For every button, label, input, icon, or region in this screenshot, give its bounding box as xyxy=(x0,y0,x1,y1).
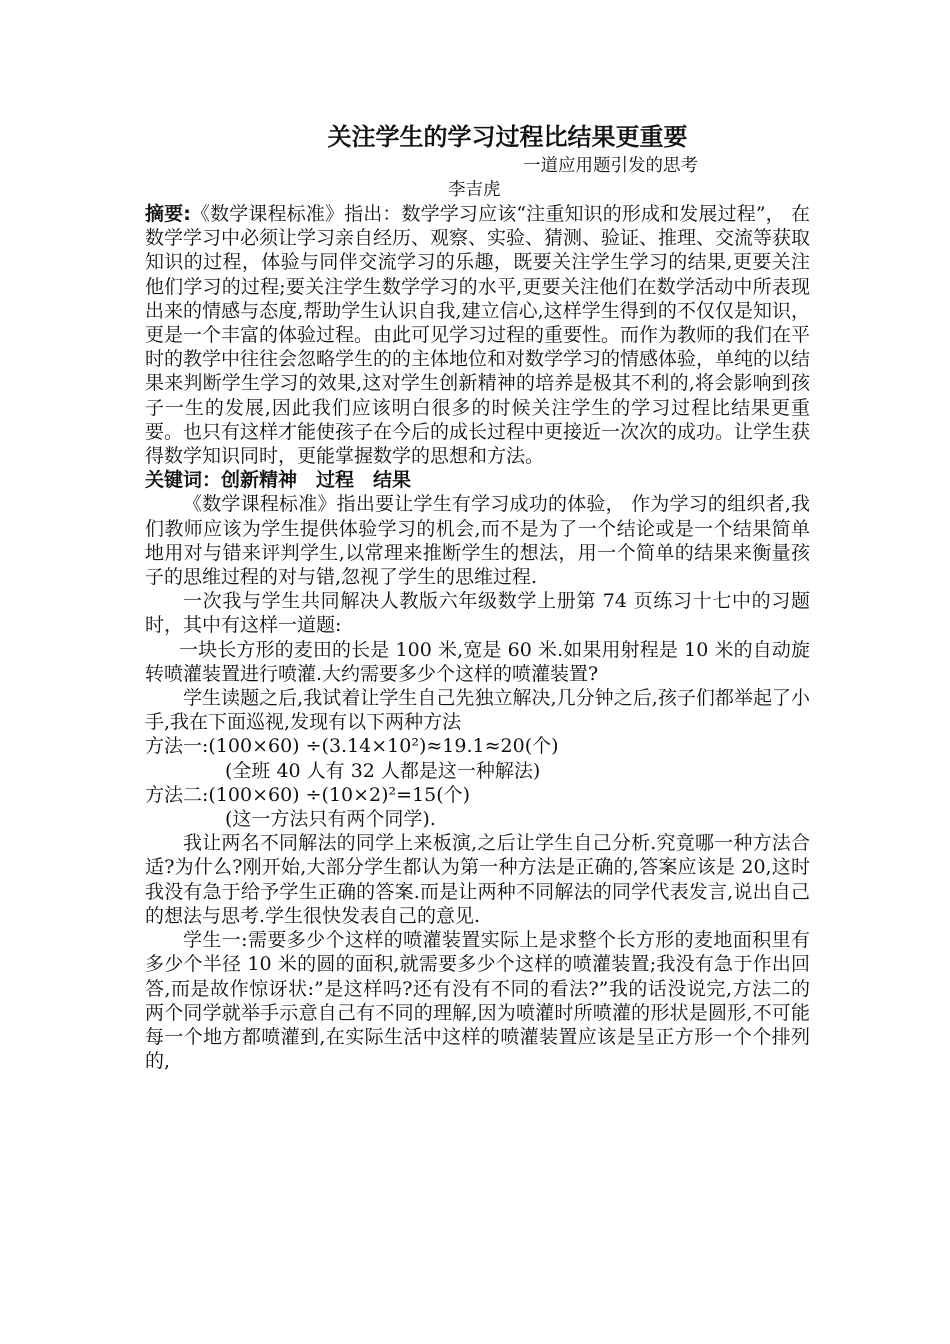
paragraph-6: 学生一:需要多少个这样的喷灌装置实际上是求整个长方形的麦地面积里有多少个半径 10 米的圆的面积,就需要多少个这样的喷灌装置;我没有急于作出回答,而是故作惊讶状:”是这样吗?还有没有不同的看法?”我的话没说完,方法二的两个同学就举手示意自己有不同的理解,因为喷灌时所喷灌的形状是圆形,不可能每一个地方都喷灌到,在实际生活中这样的喷灌装置应该是呈正方形一个个排列的, xyxy=(145,929,810,1073)
keywords-line: 关键词：创新精神 过程 结果 xyxy=(145,469,412,492)
document-page xyxy=(145,122,810,1073)
method-one: 方法一:(100×60) ÷(3.14×10²)≈19.1≈20(个) xyxy=(145,735,559,758)
method-one-note: (全班 40 人有 32 人都是这一种解法) xyxy=(225,759,541,782)
abstract-text: 《数学课程标准》指出：数学学习应该“注重知识的形成和发展过程”， 在数学学习中必须让学习亲自经历、观察、实验、猜测、验证、推理、交流等获取知识的过程，体验与同伴交流学习的乐趣，既要关注学生学习的结果,更要关注他们学习的过程;要关注学生数学学习的水平,更要关注他们在数学活动中所表现出来的情感与态度,帮助学生认识自我,建立信心,这样学生得到的不仅仅是知识，更是一个丰富的体验过程。由此可见学习过程的重要性。而作为教师的我们在平时的教学中往往会忽略学生的的主体地位和对数学学习的情感体验，单纯的以结果来判断学生学习的效果,这对学生创新精神的培养是极其不利的,将会影响到孩子一生的发展,因此我们应该明白很多的时候关注学生的学习过程比结果更重要。也只有这样才能使孩子在今后的成长过程中更接近一次次的成功。让学生获得数学知识同时，更能掌握数学的思想和方法。 xyxy=(145,203,811,468)
abstract-label: 摘要: xyxy=(145,203,191,225)
document-title: 关注学生的学习过程比结果更重要 xyxy=(327,123,688,151)
author-name: 李吉虎 xyxy=(448,180,501,200)
paragraph-1: 《数学课程标准》指出要让学生有学习成功的体验， 作为学习的组织者,我们教师应该为学生提供体验学习的机会,而不是为了一个结论或是一个结果简单地用对与错来评判学生,以常理来推断学生的想法，用一个简单的结果来衡量孩子的思维过程的对与错,忽视了学生的思维过程. xyxy=(145,493,810,589)
method-two-note: (这一方法只有两个同学). xyxy=(225,808,436,831)
problem-statement: 一块长方形的麦田的长是 100 米,宽是 60 米.如果用射程是 10 米的自动旋转喷灌装置进行喷灌.大约需要多少个这样的喷灌装置? xyxy=(145,638,810,685)
method-two: 方法二:(100×60) ÷(10×2)²=15(个) xyxy=(145,783,471,806)
paragraph-4: 学生读题之后,我试着让学生自己先独立解决,几分钟之后,孩子们都举起了小手,我在下面巡视,发现有以下两种方法 xyxy=(145,687,810,734)
abstract-paragraph xyxy=(145,202,810,468)
paragraph-2: 一次我与学生共同解决人教版六年级数学上册第 74 页练习十七中的习题时，其中有这样一道题: xyxy=(145,590,810,637)
paragraph-5: 我让两名不同解法的同学上来板演,之后让学生自己分析.究竟哪一种方法合适?为什么?刚开始,大部分学生都认为第一种方法是正确的,答案应该是 20,这时我没有急于给予学生正确的答案.而是让两种不同解法的同学代表发言,说出自己的想法与思考.学生很快发表自己的意见. xyxy=(145,832,810,927)
document-subtitle: 一道应用题引发的思考 xyxy=(523,156,698,176)
